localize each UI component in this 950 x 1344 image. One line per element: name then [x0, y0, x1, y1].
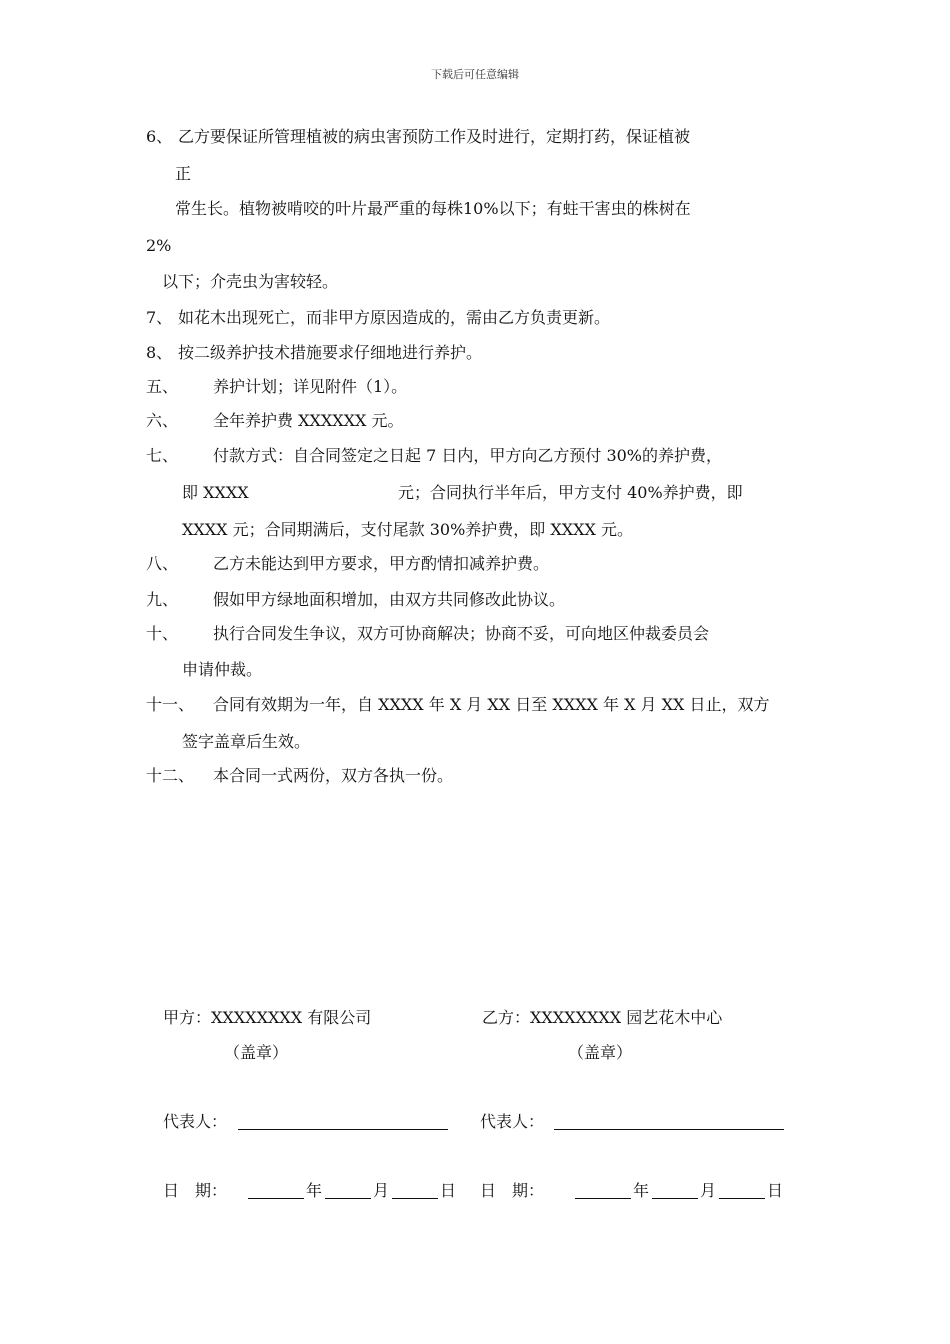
party-b-rep-line: [554, 1129, 784, 1130]
party-b-seal: （盖章）: [568, 1043, 633, 1062]
party-b-day-line: [719, 1198, 765, 1199]
party-a-rep-label: 代表人：: [163, 1112, 228, 1131]
clause-text: 签字盖章后生效。: [182, 732, 311, 751]
header-note: 下载后可任意编辑: [431, 68, 519, 81]
party-a-month-line: [325, 1198, 371, 1199]
clause-text: 正: [175, 164, 192, 183]
clause-text: XXXX 元；合同期满后，支付尾款 30%养护费，即 XXXX 元。: [182, 520, 634, 539]
clause-text: 元；合同执行半年后，甲方支付 40%养护费，即: [398, 483, 743, 502]
clause-number: 十、: [146, 624, 179, 643]
clause-text: 申请仲裁。: [182, 660, 263, 679]
party-b-rep-label: 代表人：: [480, 1112, 545, 1131]
party-a-day: 日: [440, 1181, 457, 1200]
party-b-name: 乙方：XXXXXXXX 园艺花木中心: [482, 1008, 723, 1027]
clause-text: 付款方式：自合同签定之日起 7 日内，甲方向乙方预付 30%的养护费，: [213, 446, 723, 465]
clause-number: 十二、: [146, 766, 195, 785]
clause-text: 2%: [146, 236, 172, 255]
party-b-date-label: 日 期：: [480, 1181, 545, 1200]
clause-number: 十一、: [146, 695, 195, 714]
clause-number: 6、: [146, 127, 173, 146]
party-a-rep-line: [238, 1129, 448, 1130]
clause-number: 8、: [146, 343, 173, 362]
clause-text: 假如甲方绿地面积增加，由双方共同修改此协议。: [213, 590, 566, 609]
party-b-month-line: [652, 1198, 698, 1199]
clause-text: 常生长。植物被啃咬的叶片最严重的每株10%以下；有蛀干害虫的株树在: [175, 199, 691, 218]
party-a-year-line: [248, 1198, 304, 1199]
party-a-month: 月: [373, 1181, 390, 1200]
clause-number: 7、: [146, 308, 173, 327]
party-a-seal: （盖章）: [224, 1043, 289, 1062]
party-a-name: 甲方：XXXXXXXX 有限公司: [163, 1008, 372, 1027]
clause-text: 本合同一式两份，双方各执一份。: [213, 766, 454, 785]
clause-text: 乙方未能达到甲方要求，甲方酌情扣减养护费。: [213, 554, 550, 573]
clause-text: 以下；介壳虫为害较轻。: [162, 272, 339, 291]
party-a-year: 年: [306, 1181, 323, 1200]
clause-number: 八、: [146, 554, 179, 573]
clause-text: 合同有效期为一年，自 XXXX 年 X 月 XX 日至 XXXX 年 X 月 XX 日止，双方: [213, 695, 770, 714]
party-b-year: 年: [633, 1181, 650, 1200]
party-b-day: 日: [767, 1181, 784, 1200]
clause-number: 九、: [146, 590, 179, 609]
clause-text: 养护计划；详见附件（1）。: [213, 377, 408, 396]
clause-text: 如花木出现死亡，而非甲方原因造成的，需由乙方负责更新。: [178, 308, 611, 327]
party-b-month: 月: [700, 1181, 717, 1200]
clause-number: 六、: [146, 411, 179, 430]
clause-text: 全年养护费 XXXXXX 元。: [213, 411, 404, 430]
party-a-date-label: 日 期：: [163, 1181, 228, 1200]
clause-number: 七、: [146, 446, 179, 465]
clause-text: 按二级养护技术措施要求仔细地进行养护。: [178, 343, 483, 362]
party-b-year-line: [575, 1198, 631, 1199]
party-a-day-line: [392, 1198, 438, 1199]
clause-number: 五、: [146, 377, 179, 396]
clause-text: 即 XXXX: [182, 483, 249, 502]
clause-text: 执行合同发生争议，双方可协商解决；协商不妥，可向地区仲裁委员会: [213, 624, 710, 643]
clause-text: 乙方要保证所管理植被的病虫害预防工作及时进行，定期打药，保证植被: [178, 127, 691, 146]
